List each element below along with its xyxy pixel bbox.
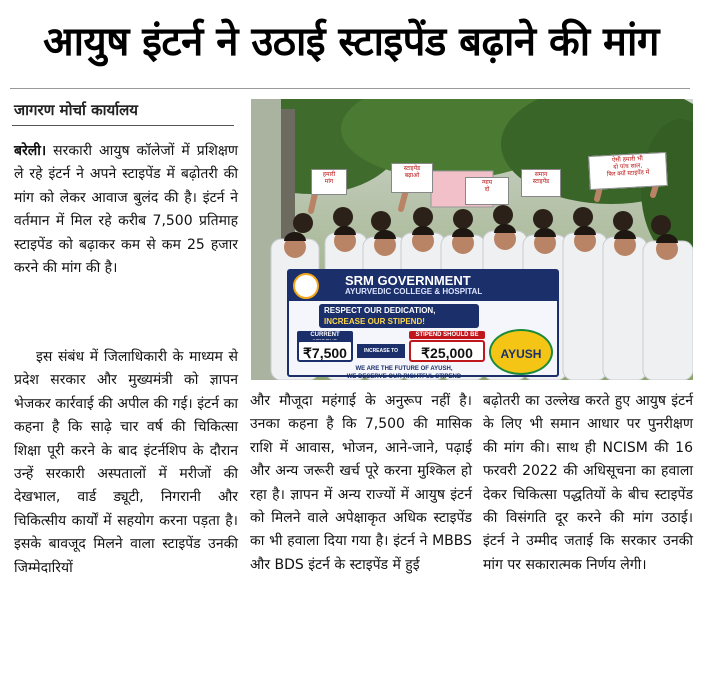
college-name: SRM GOVERNMENT	[345, 273, 471, 288]
target-stipend-value: ₹25,000	[409, 340, 485, 362]
sign-e-line2: स्टाइपेंड	[532, 178, 550, 185]
sign-b-line2: बढ़ाओ	[404, 172, 420, 179]
sign-a-line1: ऐसी हमारी भी	[611, 155, 643, 164]
dateline: बरेली।	[14, 143, 47, 159]
paragraph-1	[14, 140, 238, 280]
sign-a-line2: दो पांच साल,	[613, 162, 643, 171]
sign-c-line2: मांग	[324, 178, 334, 185]
headline-rule	[10, 88, 690, 89]
headline: आयुष इंटर्न ने उठाई स्टाइपेंड बढ़ाने की मांग	[43, 19, 659, 65]
banner-header	[289, 271, 557, 301]
target-stipend-label: STIPEND SHOULD BE	[409, 331, 485, 339]
sign-c-line1: हमारी	[322, 171, 336, 178]
protest-sign-d	[465, 177, 509, 205]
increase-arrow: INCREASE TO	[357, 344, 405, 358]
current-stipend-value: ₹7,500	[297, 340, 353, 362]
article-column-1	[14, 140, 238, 280]
byline: जागरण मोर्चा कार्यालय	[14, 101, 139, 119]
byline-rule	[12, 125, 234, 126]
paragraph-3: और मौजूदा महंगाई के अनुरूप नहीं है। उनका कहना है कि 7,500 की मासिक राशि में आवास, भोजन, आने-जाने, पढ़ाई और अन्य जरूरी खर्च पूरे करना मुश्किल हो रहा है। ज्ञापन में अन्य राज्यों में आयुष इंटर्न को मिलने वाले अपेक्षाकृत अधिक स्टाइपेंड का भी हवाला दिया गया है। इंटर्न ने MBBS और BDS इंटर्न के स्टाइपेंड में हुई	[250, 393, 472, 573]
sign-d-line1: न्याय	[481, 179, 493, 186]
sign-b-line1: स्टाइपेंड	[403, 165, 421, 172]
banner-footer	[319, 365, 489, 380]
article-column-3	[250, 390, 472, 577]
college-logo-icon	[293, 273, 319, 299]
sign-d-line2: दो	[484, 186, 490, 193]
protest-sign-c	[311, 169, 347, 195]
ayush-badge: AYUSH	[489, 329, 553, 375]
protest-sign-e	[521, 169, 561, 197]
college-subtitle: AYURVEDIC COLLEGE & HOSPITAL	[345, 287, 483, 296]
paragraph-4: बढ़ोतरी का उल्लेख करते हुए आयुष इंटर्न के लिए भी समान आधार पर पुनरीक्षण की मांग की। साथ ही NCISM की 16 फरवरी 2022 की अधिसूचना का हवाला देकर चिकित्सा पद्धतियों के बीच स्टाइपेंड की विसंगति दूर करने की मांग उठाई। इंटर्न ने उम्मीद जताई कि सरकार उनकी मांग पर सकारात्मक निर्णय लेगी।	[483, 393, 693, 573]
article-column-4	[483, 390, 693, 577]
banner-slogan	[319, 304, 479, 328]
article-column-1b	[14, 346, 238, 580]
future-line2: WE DESERVE OUR RIGHTFUL STIPEND	[346, 374, 462, 380]
slogan-line2: INCREASE OUR STIPEND!	[324, 317, 425, 326]
protest-sign-b	[391, 163, 433, 193]
protest-sign-a	[588, 152, 668, 190]
slogan-line1: RESPECT OUR DEDICATION,	[324, 306, 436, 315]
paragraph-1-text: सरकारी आयुष कॉलेजों में प्रशिक्षण ले रहे इंटर्न ने अपने स्टाइपेंड में बढ़ोतरी की मांग को लेकर आवाज बुलंद की है। इंटर्न ने वर्तमान में मिल रहे करीब 7,500 प्रतिमाह स्टाइपेंड को बढ़ाकर कम से कम 25 हजार करने की मांग की है।	[14, 143, 238, 277]
protest-banner	[287, 269, 559, 380]
current-stipend-label: CURRENT	[297, 331, 353, 347]
paragraph-2-start	[14, 346, 238, 580]
sign-e-line1: समान	[534, 171, 548, 178]
sign-a-line3: फिर क्यों स्टाइपेंड में	[606, 168, 650, 179]
future-line1: WE ARE THE FUTURE OF AYUSH,	[355, 366, 453, 372]
paragraph-2-text: इस संबंध में जिलाधिकारी के माध्यम से प्रदेश सरकार और मुख्यमंत्री को ज्ञापन भेजकर कार्रवाई की अपील की गई। इंटर्न का कहना है कि साढ़े चार वर्ष की चिकित्सा शिक्षा पूरी करने के बाद इंटर्नशिप के दौरान उन्हें सरकारी अस्पतालों में मरीजों की देखभाल, वार्ड ड्यूटी, निगरानी और चिकित्सीय कार्यों में सहयोग करना पड़ता है। इसके बावजूद मिलने वाला स्टाइपेंड उनकी जिम्मेदारियों	[14, 349, 238, 576]
news-photo	[251, 99, 693, 380]
